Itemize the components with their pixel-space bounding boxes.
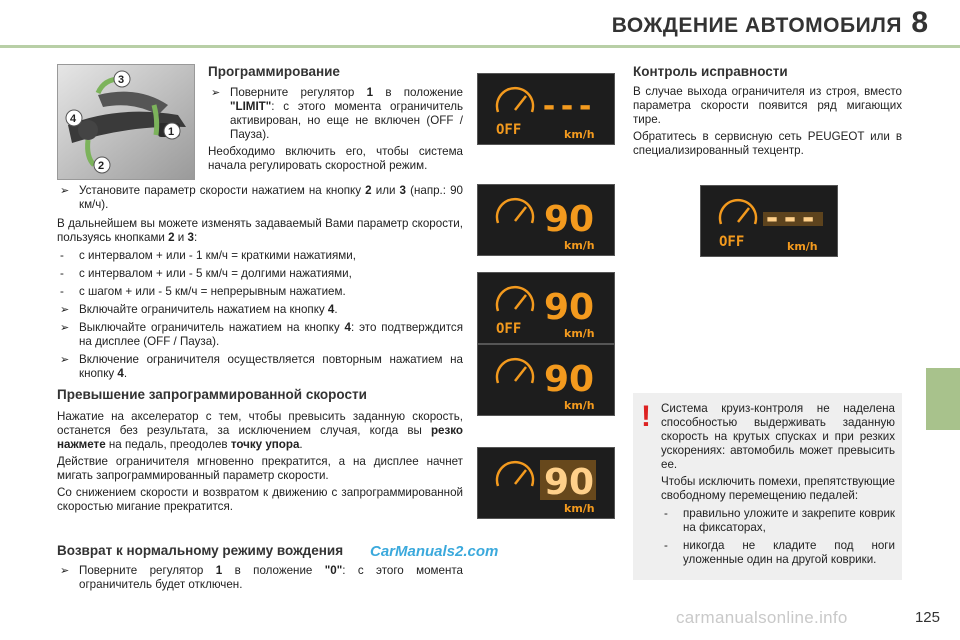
warning-content <box>661 402 895 567</box>
display-unit: km/h <box>564 239 595 252</box>
display-fault-dashes <box>700 185 838 257</box>
warning-exclamation-icon: ! <box>641 400 651 433</box>
bullet-icon: ➢ <box>211 87 221 99</box>
display-off-label: OFF <box>719 234 745 250</box>
check-title: Контроль исправности <box>633 64 788 79</box>
set-bullet-1: ➢ Установите параметр скорости нажатием на кнопку 2 или 3 (напр.: 90 км/ч). <box>60 184 463 211</box>
return-title: Возврат к нормальному режиму вождения <box>57 543 344 558</box>
display-unit: km/h <box>564 327 595 340</box>
programming-section <box>208 64 463 173</box>
exceed-section <box>57 387 463 514</box>
return-bullet-1: ➢ Поверните регулятор 1 в положение "0": с этого момента ограничитель будет отключен. <box>60 564 463 591</box>
chapter-side-tab <box>926 368 960 430</box>
programming-title: Программирование <box>208 64 340 79</box>
check-paragraph-1: В случае выхода ограничителя из строя, вместо параметра скорости появится ряд мигающих тире. <box>633 85 902 126</box>
set-dash-1: - с интервалом + или - 1 км/ч = краткими нажатиями, <box>60 249 356 262</box>
check-section <box>633 64 902 158</box>
display-unit: km/h <box>564 502 595 515</box>
bullet-icon: ➢ <box>60 354 70 366</box>
set-bullet-3: ➢ Выключайте ограничитель нажатием на кнопку 4: это подтверждится на дисплее (OFF / Пауза). <box>60 321 463 348</box>
chapter-number: 8 <box>911 6 928 39</box>
watermark-carmanuals2: CarManuals2.com <box>370 543 499 560</box>
display-unit: km/h <box>787 240 818 253</box>
photo-label-2: 2 <box>98 160 105 172</box>
photo-label-1: 1 <box>168 126 175 138</box>
display-off-label: OFF <box>496 321 522 337</box>
exceed-paragraph-1: Нажатие на акселератор с тем, чтобы превысить заданную скорость, останется без результата, за исключением случая, когда вы резко нажмете на педаль, преодолев точку упора. <box>57 410 463 451</box>
display-speed: 90 <box>544 462 595 503</box>
display-dashes: --- <box>763 201 818 236</box>
exceed-paragraph-3: Со снижением скорости и возвратом к движению с запрограммированной скоростью мигание прекратится. <box>57 486 463 513</box>
exceed-title: Превышение запрограммированной скорости <box>57 387 367 402</box>
programming-bullet-1: ➢ Поверните регулятор 1 в положение "LIMIT": с этого момента ограничитель активирован, но еще не включен (OFF / Пауза). <box>211 86 463 141</box>
warning-paragraph-1: Система круиз-контроля не наделена способностью выдерживать заданную скорость на крутых спусках и при резких ускорениях: автомобиль может превысить ее. <box>661 402 895 471</box>
set-dash-3: - с шагом + или - 5 км/ч = непрерывным нажатием. <box>60 285 346 298</box>
display-90-flashing <box>477 447 615 519</box>
header-rule <box>0 45 960 48</box>
bullet-icon: ➢ <box>60 304 70 316</box>
set-bullet-4: ➢ Включение ограничителя осуществляется повторным нажатием на кнопку 4. <box>60 353 463 380</box>
warning-paragraph-2: Чтобы исключить помехи, препятствующие свободному перемещению педалей: <box>661 475 895 502</box>
display-90-active <box>477 344 615 416</box>
set-bullet-2: ➢ Включайте ограничитель нажатием на кнопку 4. <box>60 303 338 316</box>
photo-label-3: 3 <box>118 74 125 86</box>
bullet-icon: ➢ <box>60 185 70 197</box>
set-dash-2: - с интервалом + или - 5 км/ч = долгими нажатиями, <box>60 267 352 280</box>
warning-dash-1: - правильно уложите и закрепите коврик на фиксаторах, <box>664 507 895 534</box>
bullet-icon: ➢ <box>60 565 70 577</box>
check-paragraph-2: Обратитесь в сервисную сеть PEUGEOT или в специализированный техцентр. <box>633 130 902 157</box>
display-unit: km/h <box>564 128 595 141</box>
bullet-icon: ➢ <box>60 322 70 334</box>
display-speed: 90 <box>544 359 595 400</box>
exceed-paragraph-2: Действие ограничителя мгновенно прекратится, а на дисплее начнет мигать запрограммированный параметр скорости. <box>57 455 463 482</box>
watermark-carmanualsonline: carmanualsonline.info <box>676 608 848 627</box>
display-90-off <box>477 272 615 344</box>
display-speed: 90 <box>544 199 595 240</box>
page-number: 125 <box>914 609 940 626</box>
warning-dash-2: - никогда не кладите под ноги уложенные один на другой коврики. <box>664 539 895 566</box>
programming-paragraph: Необходимо включить его, чтобы система начала регулировать скоростной режим. <box>208 145 463 172</box>
photo-label-4: 4 <box>70 113 77 125</box>
display-unit: km/h <box>564 399 595 412</box>
set-speed-section <box>57 184 463 381</box>
display-speed: 90 <box>544 287 595 328</box>
chapter-title: ВОЖДЕНИЕ АВТОМОБИЛЯ <box>611 14 902 37</box>
display-off-dashes <box>477 73 615 145</box>
set-paragraph: В дальнейшем вы можете изменять задаваемый Вами параметр скорости, пользуясь кнопками 2 и 3: <box>57 217 463 244</box>
display-90 <box>477 184 615 256</box>
steering-stalk-photo <box>57 64 195 180</box>
display-dashes: --- <box>540 89 595 124</box>
display-off-label: OFF <box>496 122 522 138</box>
